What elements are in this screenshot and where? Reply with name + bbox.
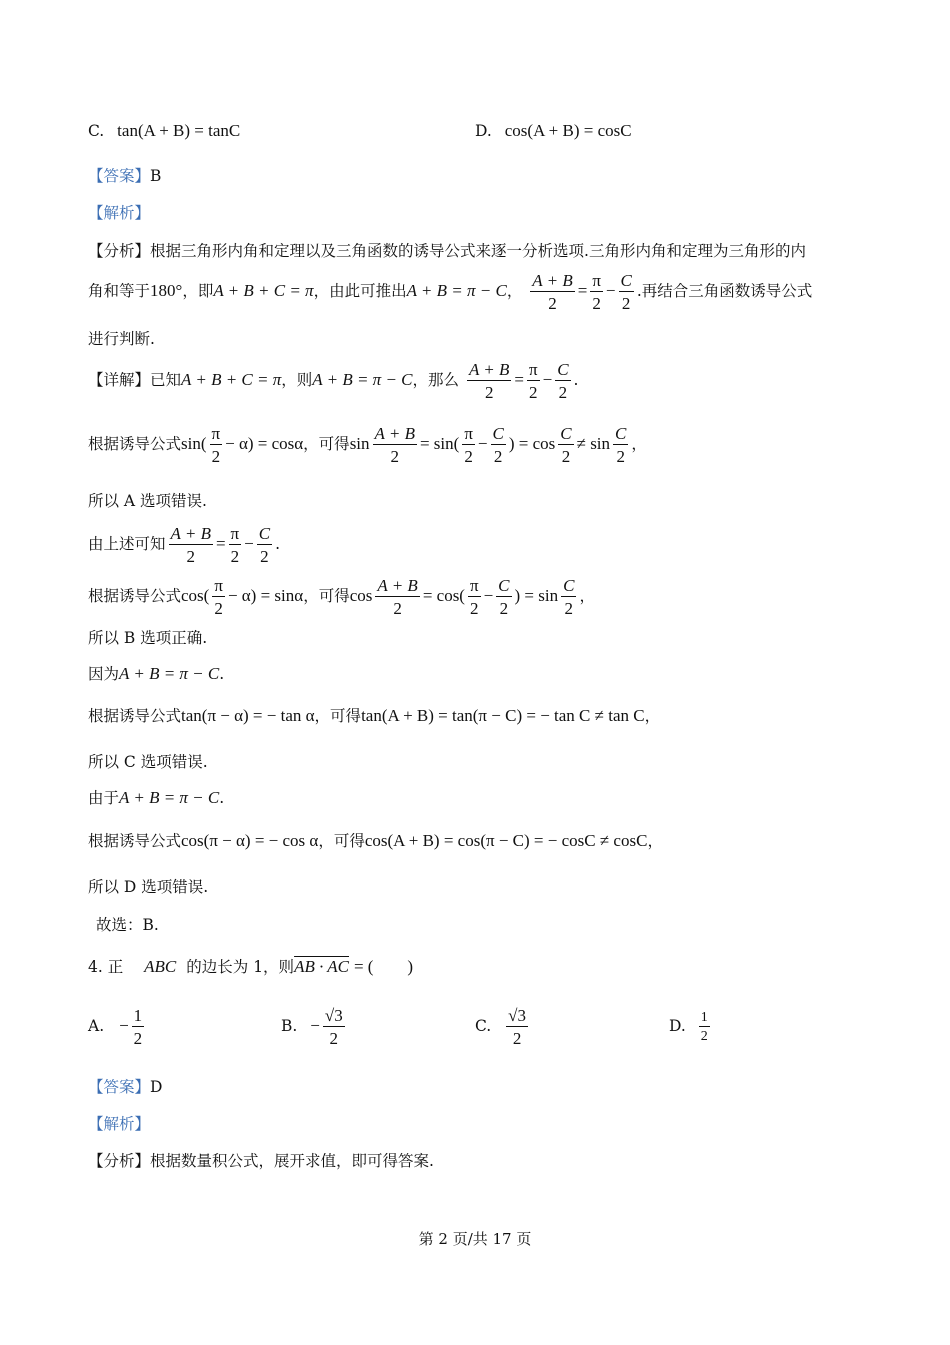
- rule-c5: ，: [644, 707, 661, 725]
- q4-option-b: [281, 1006, 348, 1048]
- fenxi-line-2: 角和等于180°，即A + B + C = π，由此可推出A + B = π − C， $\frac{A + B}{2}$ = $\frac{\pi}{2}$ − $\frac{C}{2}$ .再结合三角函数诱导公式: [88, 271, 813, 313]
- q4-option-c-label: C.: [475, 1017, 492, 1035]
- since-formula: A + B = π − C: [119, 788, 220, 807]
- fenxi-text-2c: ，即: [182, 282, 214, 300]
- rule-a6: = sin(: [419, 434, 460, 453]
- rule-a9: ，: [631, 435, 647, 453]
- fraction-c-over-2: $\frac{C}{2}$: [258, 524, 271, 566]
- detail-tag: 【详解】: [88, 371, 151, 389]
- rule-c1: 根据诱导公式: [88, 707, 182, 725]
- conclusion-a: 所以 A 选项错误.: [88, 492, 207, 510]
- fraction-pi-over-2: $\frac{\pi}{2}$: [211, 424, 221, 466]
- rule-b-line: 根据诱导公式cos( $\frac{\pi}{2}$ − α) = sinα，可得cos $\frac{A + B}{2}$ = cos( $\frac{\pi}{2}$ − $\frac{C}{2}$ ) = sin $\frac{C}{2}$ ，: [88, 576, 595, 618]
- rule-c2: tan(π − α) = − tan α: [181, 706, 315, 725]
- detail-1e: ，那么: [412, 371, 460, 389]
- q4-stem-a: 4. 正: [88, 958, 124, 976]
- period: .: [219, 665, 225, 683]
- option-d: [475, 121, 632, 141]
- degree-180: 180°: [150, 281, 183, 300]
- fraction-a-plus-b-over-2: $\frac{A + B}{2}$: [374, 424, 415, 466]
- analysis-tag: 【解析】: [88, 204, 151, 222]
- rule-b7: ) = sin: [514, 586, 559, 605]
- option-d-formula: cos(A + B) = cosC: [504, 121, 632, 140]
- fenxi-text-2h: .再结合三角函数诱导公式: [636, 282, 813, 300]
- fenxi-text-2a: 角和等于: [88, 282, 151, 300]
- rule-b8: ，: [579, 587, 595, 605]
- rule-c-line: [88, 705, 660, 727]
- because-formula: A + B = π − C: [119, 664, 220, 683]
- fraction-a-plus-b-over-2: $\frac{A + B}{2}$: [468, 360, 510, 402]
- fraction-one-half: $\frac{1}{2}$: [133, 1006, 143, 1048]
- q4-fenxi-text: 根据数量积公式，展开求值，即可得答案.: [150, 1152, 434, 1170]
- fraction-c-over-2: $\frac{C}{2}$: [620, 271, 632, 313]
- rule-c4: tan(A + B) = tan(π − C) = − tan C ≠ tan C: [361, 706, 645, 725]
- from-above-line: 由上述可知 $\frac{A + B}{2}$ = $\frac{\pi}{2}$ − $\frac{C}{2}$ .: [88, 524, 281, 566]
- rule-a5: sin: [349, 434, 370, 453]
- period: .: [573, 371, 579, 389]
- q4-option-a-label: A.: [88, 1017, 105, 1035]
- option-c-label: C.: [88, 122, 105, 140]
- fenxi-text-2e: ，由此可推出: [313, 282, 407, 300]
- fraction-pi-over-2: $\frac{\pi}{2}$: [529, 360, 538, 402]
- rule-b1: 根据诱导公式: [88, 587, 182, 605]
- rule-d2: cos(π − α) = − cos α: [181, 831, 319, 850]
- q4-triangle: ABC: [144, 957, 177, 976]
- fraction-a-plus-b-over-2: $\frac{A + B}{2}$: [170, 524, 211, 566]
- rule-a7: ) = cos: [508, 434, 556, 453]
- fraction-a-plus-b-over-2: $\frac{A + B}{2}$: [532, 271, 573, 313]
- q4-answer-line: [88, 1076, 162, 1098]
- rule-b3: − α) = sinα: [227, 586, 304, 605]
- rule-a2: sin(: [181, 434, 207, 453]
- rule-b5: cos: [349, 586, 373, 605]
- minus-sign: −: [119, 1016, 129, 1035]
- fraction-sqrt3-over-2: $\frac{√3}{2}$: [324, 1006, 343, 1048]
- rule-d1: 根据诱导公式: [88, 832, 182, 850]
- rule-a1: 根据诱导公式: [88, 435, 182, 453]
- fraction-a-plus-b-over-2: $\frac{A + B}{2}$: [377, 576, 418, 618]
- rule-b2: cos(: [181, 586, 210, 605]
- q4-fenxi-tag: 【分析】: [88, 1152, 151, 1170]
- since-line: [88, 787, 224, 809]
- q4-stem-e: = ( ): [353, 957, 414, 976]
- q4-stem-c: 的边长为 1，则: [186, 958, 295, 976]
- q4-option-d: [669, 1010, 713, 1044]
- q4-option-d-label: D.: [669, 1017, 686, 1035]
- conclusion-b: 所以 B 选项正确.: [88, 629, 208, 647]
- conclusion-c: 所以 C 选项错误.: [88, 753, 208, 771]
- period: .: [219, 789, 225, 807]
- angle-sum-formula: A + B + C = π: [213, 281, 314, 300]
- answer-tag: 【答案】: [88, 167, 151, 185]
- rule-b6: = cos(: [422, 586, 465, 605]
- rule-a3: − α) = cosα: [225, 434, 304, 453]
- fraction-c-over-2: $\frac{C}{2}$: [492, 424, 504, 466]
- q4-answer-tag: 【答案】: [88, 1078, 151, 1096]
- rule-d4: cos(A + B) = cos(π − C) = − cosC ≠ cosC: [364, 831, 648, 850]
- because-line: [88, 663, 224, 685]
- q4-fenxi-line: [88, 1150, 434, 1172]
- q4-vector-product: AB · AC: [294, 957, 349, 976]
- answer-value: B: [150, 167, 162, 185]
- fraction-pi-over-2: $\frac{\pi}{2}$: [592, 271, 601, 313]
- option-c: [88, 121, 240, 141]
- rule-a4: ，可得: [303, 435, 350, 453]
- fenxi-text-1: 根据三角形内角和定理以及三角函数的诱导公式来逐一分析选项.三角形内角和定理为三角形的内: [150, 242, 806, 260]
- detail-1b: A + B + C = π: [181, 370, 282, 389]
- fraction-c-over-2: $\frac{C}{2}$: [563, 576, 575, 618]
- rule-d5: ，: [647, 832, 663, 850]
- detail-1a: 已知: [150, 371, 182, 389]
- fenxi-comma: ，: [506, 282, 523, 300]
- rule-c3: ，可得: [314, 707, 362, 725]
- fraction-c-over-2: $\frac{C}{2}$: [560, 424, 572, 466]
- detail-1d: A + B = π − C: [312, 370, 413, 389]
- rule-d3: ，可得: [318, 832, 365, 850]
- minus-sign: −: [310, 1016, 320, 1035]
- fraction-c-over-2: $\frac{C}{2}$: [498, 576, 510, 618]
- fraction-c-over-2: $\frac{C}{2}$: [615, 424, 627, 466]
- q4-analysis-tag: 【解析】: [88, 1115, 151, 1133]
- choose-line: 故选：B.: [96, 916, 159, 934]
- fraction-pi-over-2: $\frac{\pi}{2}$: [469, 576, 479, 618]
- q4-option-a: [88, 1006, 147, 1048]
- fenxi-tag: 【分析】: [88, 242, 151, 260]
- rule-b4: ，可得: [303, 587, 350, 605]
- fraction-c-over-2: $\frac{C}{2}$: [557, 360, 569, 402]
- fraction-pi-over-2: $\frac{\pi}{2}$: [230, 524, 240, 566]
- fraction-pi-over-2: $\frac{\pi}{2}$: [214, 576, 223, 618]
- fraction-one-half: $\frac{1}{2}$: [700, 1010, 708, 1044]
- because: 因为: [88, 665, 120, 683]
- q4-answer-value: D: [150, 1078, 163, 1096]
- q4-option-b-label: B.: [281, 1017, 298, 1035]
- fraction-sqrt3-over-2: $\frac{√3}{2}$: [508, 1006, 527, 1048]
- fraction-pi-over-2: $\frac{\pi}{2}$: [464, 424, 473, 466]
- detail-1c: ，则: [281, 371, 313, 389]
- detail-line-1: 【详解】已知A + B + C = π，则A + B = π − C，那么 $\frac{A + B}{2}$ = $\frac{\pi}{2}$ − $\frac{C}{2}$ .: [88, 360, 579, 402]
- q4-stem: [88, 956, 413, 978]
- conclusion-d: 所以 D 选项错误.: [88, 878, 209, 896]
- rule-d-line: [88, 830, 663, 852]
- rule-a8: ≠ sin: [576, 434, 611, 453]
- page-footer: 第 2 页/共 17 页: [418, 1230, 532, 1248]
- from-above: 由上述可知: [88, 535, 166, 553]
- answer-line: [88, 165, 161, 187]
- since: 由于: [88, 789, 120, 807]
- q4-option-c: [475, 1006, 531, 1048]
- derived-formula: A + B = π − C: [406, 281, 507, 300]
- fenxi-line-1: [88, 240, 806, 262]
- rule-a-line: 根据诱导公式sin( $\frac{\pi}{2}$ − α) = cosα，可得sin $\frac{A + B}{2}$ = sin( $\frac{\pi}{2}$ − $\frac{C}{2}$ ) = cos $\frac{C}{2}$ ≠ sin $\frac{C}{2}$ ，: [88, 424, 647, 466]
- fenxi-line-3: 进行判断.: [88, 330, 155, 348]
- option-c-formula: tan(A + B) = tanC: [117, 121, 241, 140]
- option-d-label: D.: [475, 122, 492, 140]
- period: .: [275, 535, 281, 553]
